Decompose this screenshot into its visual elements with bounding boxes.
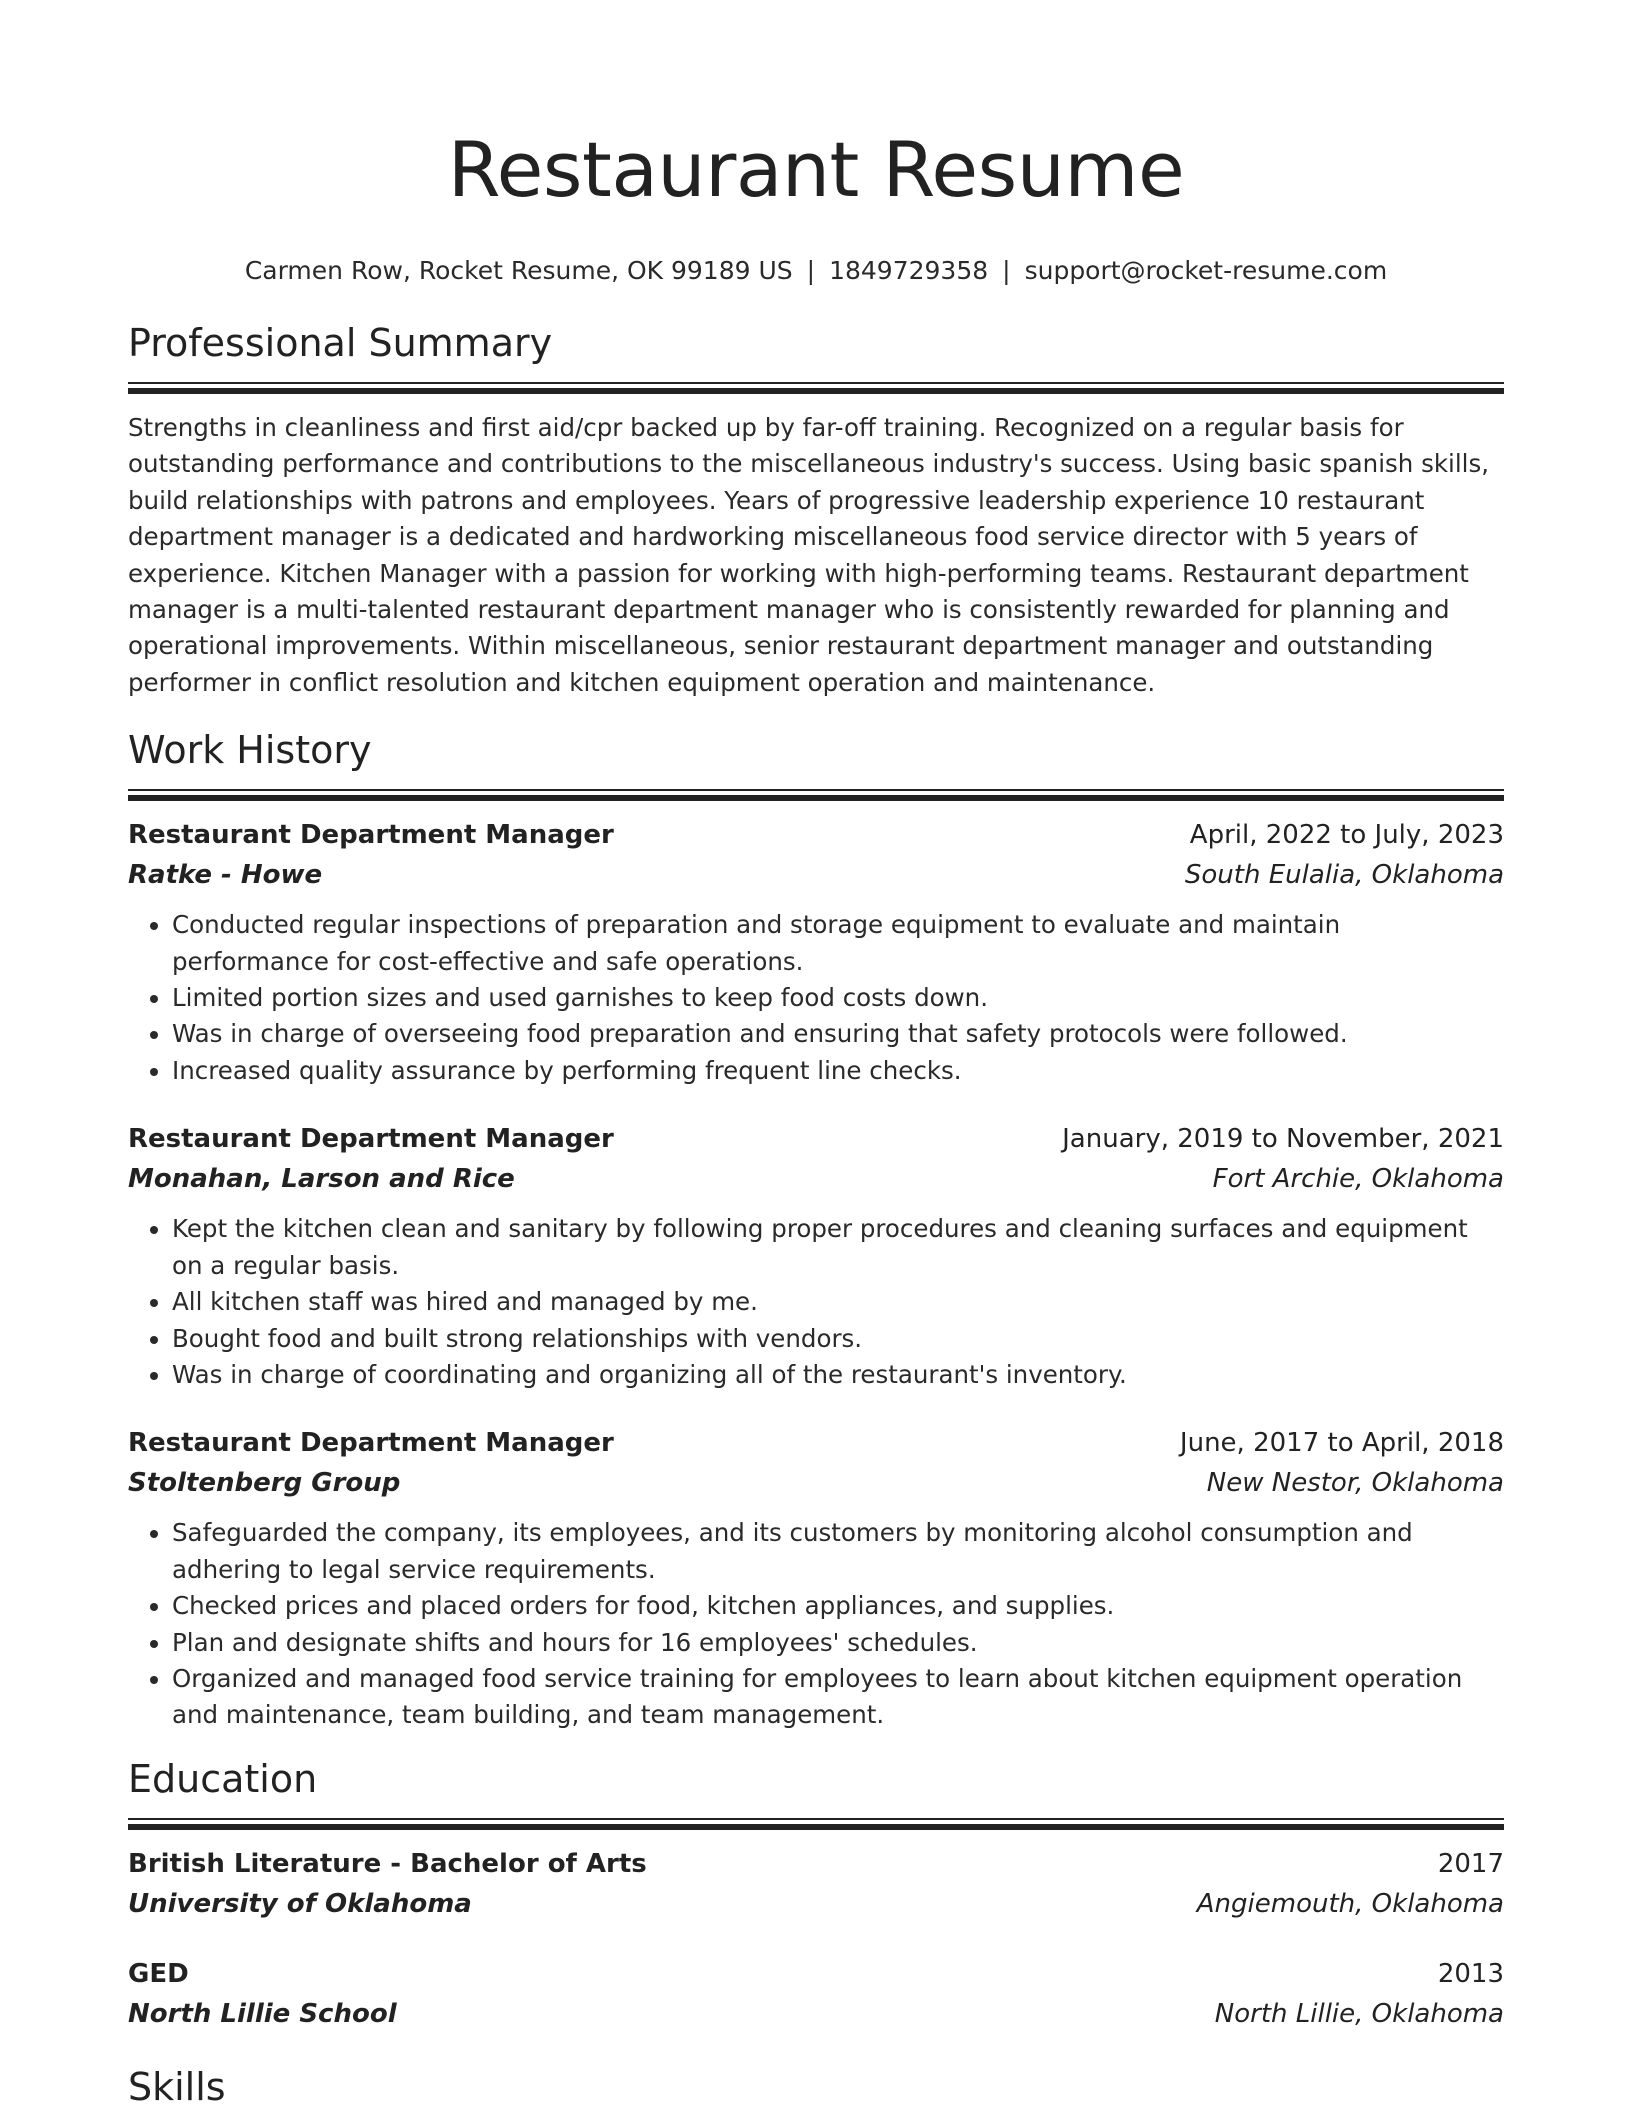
job-company: Monahan, Larson and Rice <box>128 1164 515 1195</box>
education-school-row <box>128 1884 1504 1924</box>
job-entry <box>128 1423 1504 1733</box>
section-title-education: Education <box>128 1756 318 1801</box>
job-bullet: • All kitchen staff was hired and managed by me. <box>172 1284 1504 1320</box>
job-location: New Nestor, Oklahoma <box>1206 1468 1504 1499</box>
job-location: South Eulalia, Oklahoma <box>1184 860 1504 891</box>
education-header-row <box>128 1954 1504 1994</box>
education-header-row <box>128 1844 1504 1884</box>
job-location: Fort Archie, Oklahoma <box>1212 1164 1504 1195</box>
summary-text: Strengths in cleanliness and first aid/cpr backed up by far-off training. Recognized on a regular basis for outstanding performance and contributions to the miscellaneous industry's success. Using basic spanish skills, build relationships with patrons and employees. Years of progressive leadership experience 10 restaurant department manager is a dedicated and hardworking miscellaneous food service director with 5 years of experience. Kitchen Manager with a passion for working with high-performing teams. Restaurant department manager is a multi-talented restaurant department manager who is consistently rewarded for planning and operational improvements. Within miscellaneous, senior restaurant department manager and outstanding performer in conflict resolution and kitchen equipment operation and maintenance. <box>128 413 1490 697</box>
section-divider <box>128 382 1504 384</box>
job-bullet: • Checked prices and placed orders for food, kitchen appliances, and supplies. <box>172 1588 1504 1624</box>
section-divider <box>128 789 1504 791</box>
job-bullets <box>128 907 1504 1089</box>
job-bullet: • Bought food and built strong relationships with vendors. <box>172 1321 1504 1357</box>
education-school-row <box>128 1994 1504 2034</box>
job-header-row <box>128 815 1504 855</box>
education-degree: GED <box>128 1958 189 1989</box>
education-degree: British Literature - Bachelor of Arts <box>128 1848 647 1879</box>
job-entry <box>128 1119 1504 1393</box>
job-title: Restaurant Department Manager <box>128 1428 614 1459</box>
education-year: 2017 <box>1437 1848 1504 1879</box>
job-bullet: • Was in charge of overseeing food preparation and ensuring that safety protocols were followed. <box>172 1016 1504 1052</box>
job-title: Restaurant Department Manager <box>128 1124 614 1155</box>
job-bullet: • Kept the kitchen clean and sanitary by following proper procedures and cleaning surfaces and equipment on a regular basis. <box>172 1211 1504 1284</box>
job-bullets <box>128 1515 1504 1733</box>
job-company: Ratke - Howe <box>128 860 323 891</box>
education-school: University of Oklahoma <box>128 1888 472 1919</box>
job-bullets <box>128 1211 1504 1393</box>
job-title: Restaurant Department Manager <box>128 820 614 851</box>
contact-email: support@rocket-resume.com <box>1024 256 1388 285</box>
job-bullet: • Organized and managed food service training for employees to learn about kitchen equipment operation and maintenance, team building, and team management. <box>172 1661 1504 1734</box>
job-bullet: • Increased quality assurance by performing frequent line checks. <box>172 1053 1504 1089</box>
section-title-summary: Professional Summary <box>128 321 553 365</box>
section-divider-thick <box>128 388 1504 394</box>
job-company-row <box>128 1159 1504 1199</box>
education-year: 2013 <box>1437 1958 1504 1989</box>
job-company-row <box>128 855 1504 895</box>
section-divider-thick <box>128 795 1504 801</box>
job-dates: January, 2019 to November, 2021 <box>1062 1124 1504 1155</box>
contact-separator: | <box>806 256 816 285</box>
contact-line <box>128 254 1504 288</box>
job-entry <box>128 815 1504 1089</box>
job-header-row <box>128 1119 1504 1159</box>
job-dates: April, 2022 to July, 2023 <box>1189 820 1504 851</box>
contact-phone: 1849729358 <box>829 256 989 285</box>
job-bullet: • Was in charge of coordinating and organizing all of the restaurant's inventory. <box>172 1357 1504 1393</box>
section-title-skills: Skills <box>128 2064 226 2109</box>
job-bullet: • Conducted regular inspections of preparation and storage equipment to evaluate and maintain performance for cost-effective and safe operations. <box>172 907 1504 980</box>
contact-address: Carmen Row, Rocket Resume, OK 99189 US <box>244 256 793 285</box>
job-dates: June, 2017 to April, 2018 <box>1179 1428 1504 1459</box>
section-divider-thick <box>128 1824 1504 1830</box>
job-bullet: • Plan and designate shifts and hours for 16 employees' schedules. <box>172 1625 1504 1661</box>
education-section <box>128 1754 1504 2034</box>
education-location: Angiemouth, Oklahoma <box>1196 1888 1504 1919</box>
resume-name: Restaurant Resume <box>447 125 1185 214</box>
work-history-section <box>128 725 1504 1734</box>
contact-separator: | <box>1002 256 1011 285</box>
education-entry <box>128 1954 1504 2034</box>
section-title-work-history: Work History <box>128 728 372 773</box>
resume-page <box>128 0 1504 2112</box>
section-divider <box>128 1818 1504 1820</box>
skills-section <box>128 2062 1504 2112</box>
job-company-row <box>128 1463 1504 1503</box>
education-entry <box>128 1844 1504 1924</box>
summary-section <box>128 318 1504 701</box>
job-bullet: • Limited portion sizes and used garnishes to keep food costs down. <box>172 980 1504 1016</box>
job-bullet: • Safeguarded the company, its employees, and its customers by monitoring alcohol consumption and adhering to legal service requirements. <box>172 1515 1504 1588</box>
job-company: Stoltenberg Group <box>128 1468 401 1499</box>
education-school: North Lillie School <box>128 1998 397 2029</box>
job-header-row <box>128 1423 1504 1463</box>
education-location: North Lillie, Oklahoma <box>1214 1998 1504 2029</box>
